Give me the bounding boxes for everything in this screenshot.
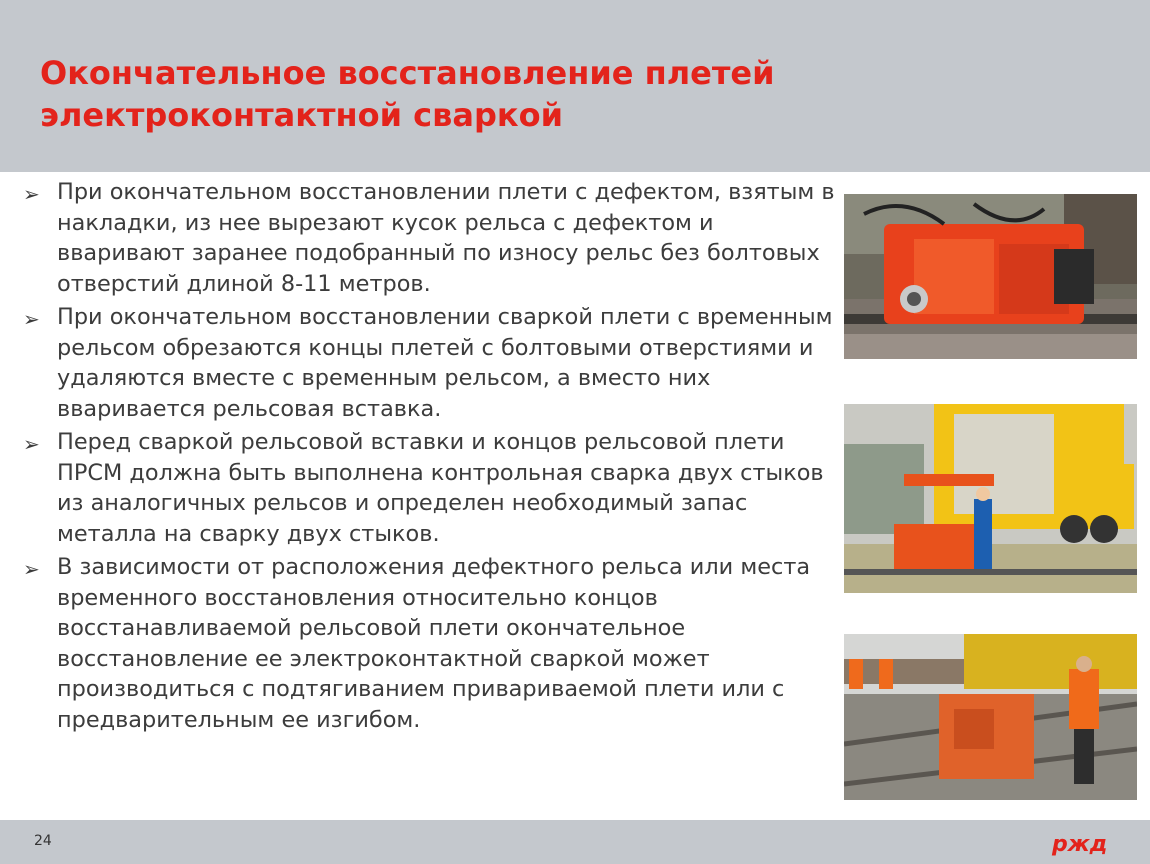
slide-title: Окончательное восстановление плетей электроконтактной сваркой xyxy=(40,54,775,134)
bullet-text: При окончательном восстановлении плети с дефектом, взятым в накладки, из нее вырезают кусок рельса с дефектом и вваривают заранее подобранный по износу рельс без болтовых отверстий длиной 8-11 метров. xyxy=(57,179,835,297)
arrow-bullet-icon: ➢ xyxy=(23,182,40,206)
bullet-item xyxy=(20,177,835,299)
page-number: 24 xyxy=(34,833,52,849)
rzd-logo xyxy=(1050,826,1110,858)
bullet-item xyxy=(20,552,835,735)
welding-machine-photo xyxy=(844,194,1137,359)
bullet-text: При окончательном восстановлении сваркой плети с временным рельсом обрезаются концы плетей с болтовыми отверстиями и удаляются вместе с временным рельсом, а вместо них вваривается рельсовая вставка. xyxy=(57,304,833,422)
bullet-item xyxy=(20,302,835,424)
header-band xyxy=(0,0,1150,172)
bullet-text: Перед сваркой рельсовой вставки и концов рельсовой плети ПРСМ должна быть выполнена контрольная сварка двух стыков из аналогичных рельсов и определен необходимый запас металла на сварку двух стыков. xyxy=(57,429,824,547)
arrow-bullet-icon: ➢ xyxy=(23,432,40,456)
svg-text:ржд: ржд xyxy=(1052,832,1108,857)
bullet-list xyxy=(20,177,835,738)
bullet-text: В зависимости от расположения дефектного рельса или места временного восстановления относительно концов восстанавливаемой рельсовой плети окончательное восстановление ее электроконтактной сваркой может производиться с подтягиванием привариваемой плети или с предварительным ее изгибом. xyxy=(57,554,811,733)
footer-band xyxy=(0,820,1150,864)
bullet-item xyxy=(20,427,835,549)
arrow-bullet-icon: ➢ xyxy=(23,307,40,331)
welding-truck-photo xyxy=(844,404,1137,593)
arrow-bullet-icon: ➢ xyxy=(23,557,40,581)
track-welding-photo xyxy=(844,634,1137,800)
